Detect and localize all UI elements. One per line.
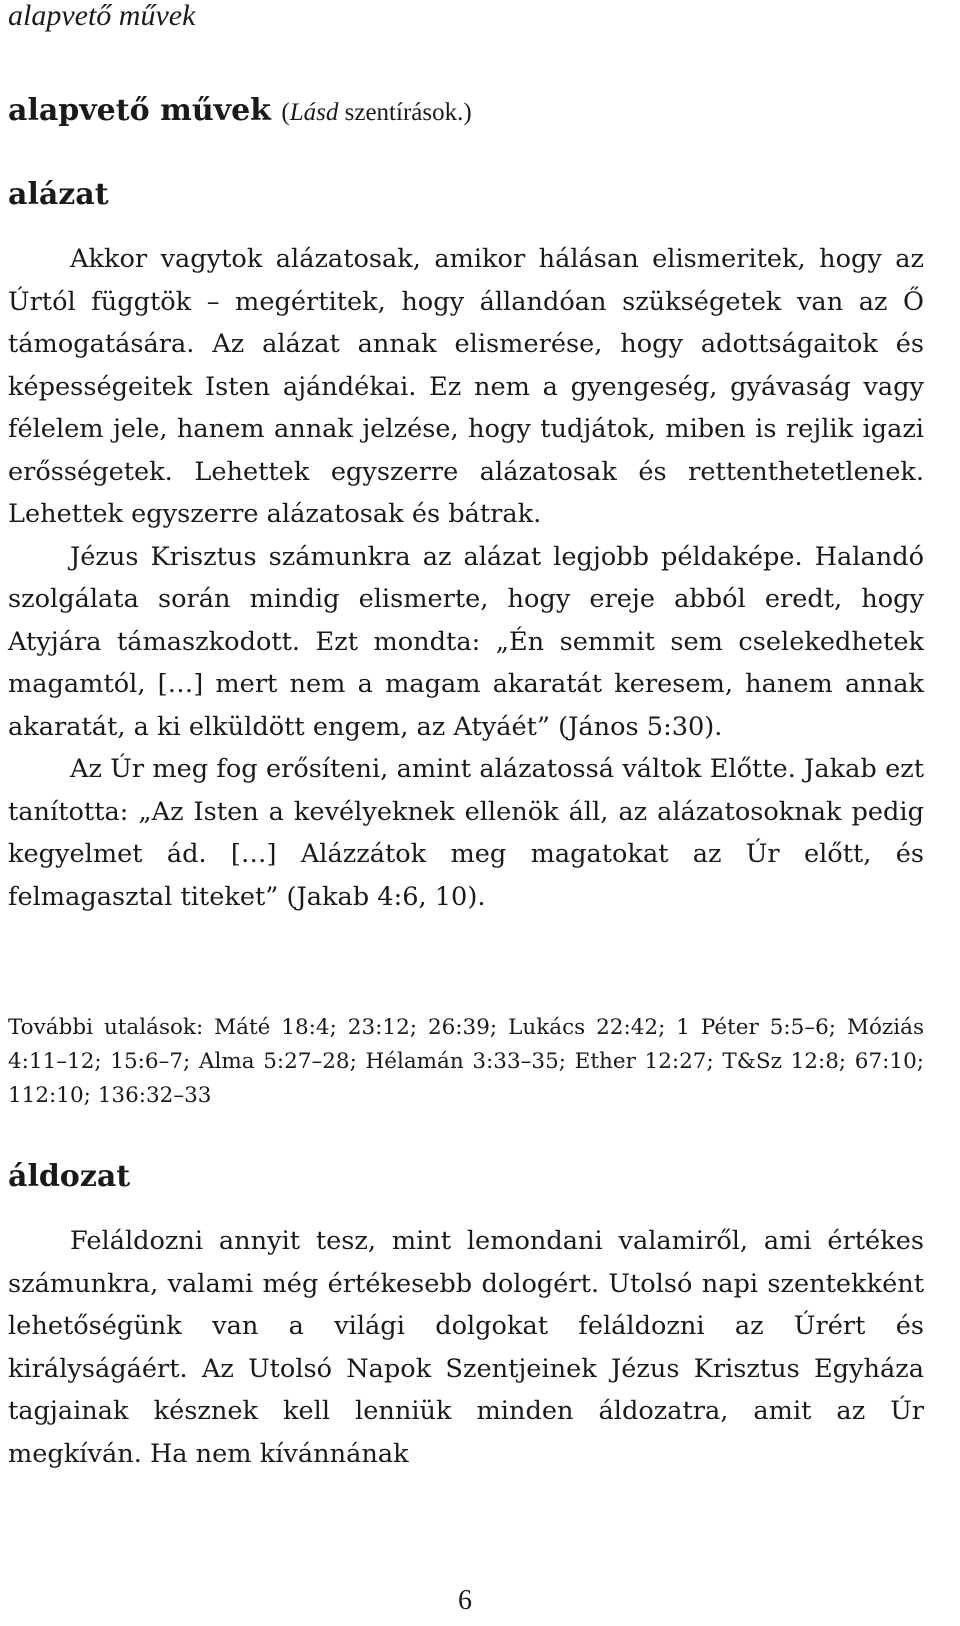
see-open-paren: ( [281, 99, 290, 126]
page-number: 6 [458, 1585, 472, 1616]
further-references-alazat: További utalások: Máté 18:4; 23:12; 26:39; Lukács 22:42; 1 Péter 5:5–6; Móziás 4:11–12; 15:6–7; Alma 5:27–28; Hélamán 3:33–35; Ether 12:27; T&Sz 12:8; 67:10; 112:10; 136:32–33 [8, 1015, 924, 1108]
paragraph: Jézus Krisztus számunkra az alázat legjobb példaképe. Halandó szolgálata során mindig elismerte, hogy ereje abból eredt, hogy Atyjára támaszkodott. Ezt mondta: „Én semmit sem cselekedhetek magamtól, […] mert nem a magam akaratát keresem, hanem annak akaratát, a ki elküldött engem, az Atyáét” (János 5:30). [8, 541, 924, 742]
see-reference [281, 99, 471, 126]
entry-title-aldozat: áldozat [8, 1159, 131, 1194]
entry-title-alapveto-muvek [8, 91, 472, 133]
entry-body-aldozat [8, 1220, 924, 1475]
entry-title-alazat: alázat [8, 177, 109, 212]
running-head: alapvető művek [8, 0, 196, 32]
entry-body-alazat [8, 238, 924, 918]
see-label: Lásd [289, 99, 339, 126]
paragraph: Az Úr meg fog erősíteni, amint alázatossá váltok Előtte. Jakab ezt tanította: „Az Isten a kevélyeknek ellenök áll, az alázatosoknak pedig kegyelmet ád. […] Alázzátok meg magatokat az Úr előtt, és felmagasztal titeket” (Jakab 4:6, 10). [8, 754, 924, 912]
see-target: szentírások.) [338, 99, 472, 126]
entry-title-text: alapvető művek [8, 93, 271, 128]
paragraph: Feláldozni annyit tesz, mint lemondani valamiről, ami értékes számunkra, valami még értékesebb dologért. Utolsó napi szentekként lehetőségünk van a világi dolgokat feláldozni az Úrért és királyságáért. Az Utolsó Napok Szentjeinek Jézus Krisztus Egyháza tagjainak késznek kell lenniük minden áldozatra, amit az Úr megkíván. Ha nem kívánnának [8, 1226, 924, 1469]
paragraph: Akkor vagytok alázatosak, amikor hálásan elismeritek, hogy az Úrtól függtök – megértitek, hogy állandóan szükségetek van az Ő támogatására. Az alázat annak elismerése, hogy adottságaitok és képességeitek Isten ajándékai. Ez nem a gyengeség, gyávaság vagy félelem jele, hanem annak jelzése, hogy tudjátok, miben is rejlik igazi erősségetek. Lehettek egyszerre alázatosak és rettenthetetlenek. Lehettek egyszerre alázatosak és bátrak. [8, 244, 924, 529]
